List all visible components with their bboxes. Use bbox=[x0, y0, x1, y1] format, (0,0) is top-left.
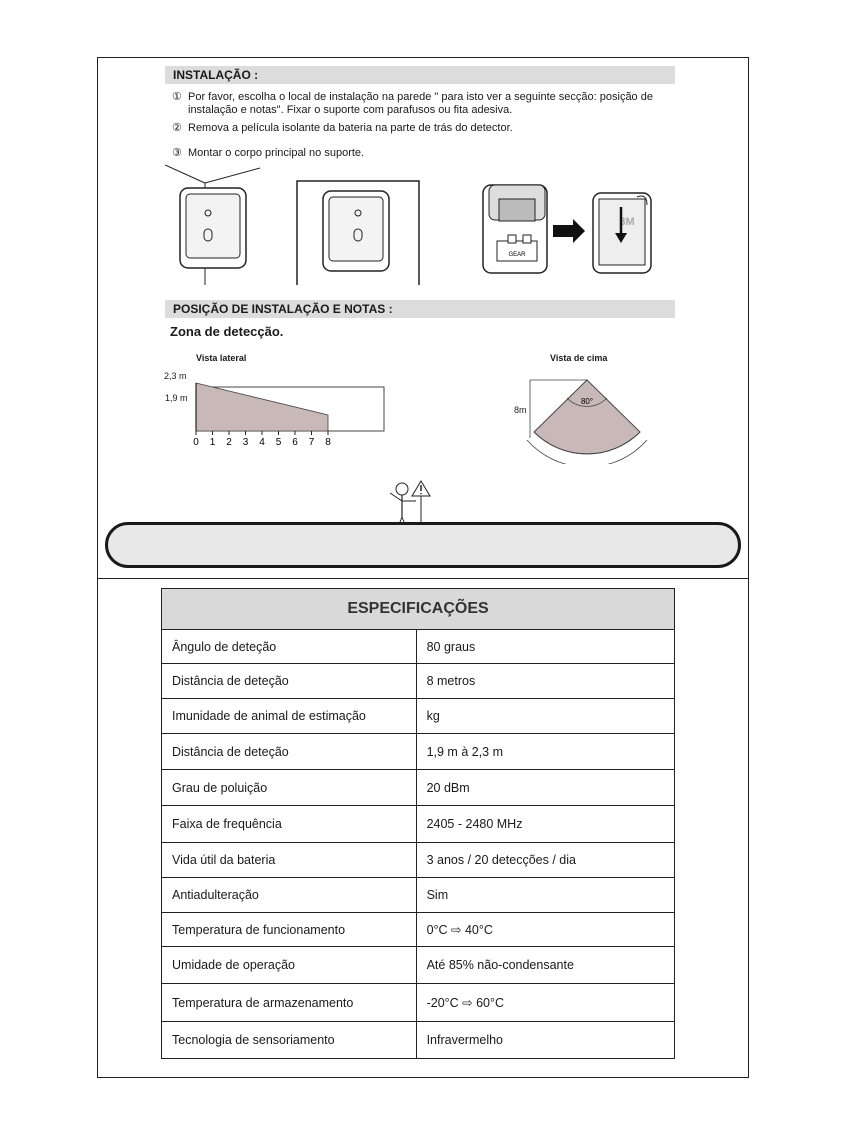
warning-note-box bbox=[105, 522, 741, 568]
spec-label: Umidade de operação bbox=[162, 947, 417, 984]
axis-tick-label: 0 bbox=[193, 437, 199, 448]
spec-label: Temperatura de armazenamento bbox=[162, 984, 417, 1022]
axis-tick-label: 8 bbox=[325, 437, 331, 448]
spec-row bbox=[162, 947, 675, 984]
spec-row bbox=[162, 699, 675, 734]
installation-heading: INSTALAÇÃO : bbox=[165, 66, 675, 84]
spec-label: Temperatura de funcionamento bbox=[162, 913, 417, 947]
spec-value: Infravermelho bbox=[416, 1022, 674, 1059]
spec-row bbox=[162, 843, 675, 878]
step-number: ③ bbox=[172, 147, 182, 159]
step-number: ① bbox=[172, 91, 182, 103]
arrow-right-icon bbox=[553, 219, 585, 243]
range-label: 8m bbox=[514, 405, 527, 415]
spec-row bbox=[162, 913, 675, 947]
installation-illustrations bbox=[165, 163, 675, 288]
wall-mount-illustration bbox=[297, 181, 419, 285]
axis-tick-label: 2 bbox=[226, 437, 232, 448]
device-tape-illustration bbox=[593, 193, 651, 273]
axis-tick-label: 4 bbox=[259, 437, 265, 448]
section-divider bbox=[97, 578, 749, 579]
side-view-diagram bbox=[188, 375, 388, 450]
spec-row bbox=[162, 1022, 675, 1059]
axis-tick-label: 7 bbox=[308, 437, 315, 448]
spec-label: Distância de deteção bbox=[162, 734, 417, 770]
spec-value: Sim bbox=[416, 878, 674, 913]
spec-label: Distância de deteção bbox=[162, 664, 417, 699]
spec-value: 1,9 m à 2,3 m bbox=[416, 734, 674, 770]
installation-step-2 bbox=[172, 122, 662, 135]
tape-label: 3M bbox=[619, 216, 635, 228]
spec-row bbox=[162, 984, 675, 1022]
spec-label: Imunidade de animal de estimação bbox=[162, 699, 417, 734]
spec-row bbox=[162, 806, 675, 843]
step-text: Montar o corpo principal no suporte. bbox=[188, 147, 365, 159]
specifications-title: ESPECIFICAÇÕES bbox=[162, 589, 675, 630]
spec-value: 20 dBm bbox=[416, 770, 674, 806]
spec-label: Antiadulteração bbox=[162, 878, 417, 913]
height-min-label: 1,9 m bbox=[165, 393, 188, 403]
spec-value: 8 metros bbox=[416, 664, 674, 699]
top-view-diagram bbox=[525, 374, 655, 464]
axis-tick-label: 3 bbox=[242, 437, 249, 448]
zone-title: Zona de detecção. bbox=[170, 324, 284, 339]
corner-mount-illustration bbox=[165, 165, 260, 285]
step-text: Por favor, escolha o local de instalação na parede " para isto ver a seguinte secção: posição de bbox=[188, 91, 653, 103]
warning-icon bbox=[412, 481, 430, 523]
installation-step-1 bbox=[172, 91, 662, 117]
spec-label: Vida útil da bateria bbox=[162, 843, 417, 878]
spec-label: Tecnologia de sensoriamento bbox=[162, 1022, 417, 1059]
angle-label: 80° bbox=[580, 397, 594, 406]
spec-value: 80 graus bbox=[416, 630, 674, 664]
step-text: Remova a película isolante da bateria na parte de trás do detector. bbox=[188, 122, 513, 134]
axis-tick-label: 5 bbox=[275, 437, 282, 448]
side-view-label: Vista lateral bbox=[196, 353, 247, 363]
spec-value: 0°C ⇨ 40°C bbox=[416, 913, 674, 947]
spec-value: 3 anos / 20 detecções / dia bbox=[416, 843, 674, 878]
position-heading: POSIÇÃO DE INSTALAÇÃO E NOTAS : bbox=[165, 300, 675, 318]
spec-row bbox=[162, 630, 675, 664]
spec-row bbox=[162, 734, 675, 770]
axis-tick-label: 6 bbox=[292, 437, 298, 448]
spec-value: kg bbox=[416, 699, 674, 734]
axis-tick-label: 1 bbox=[209, 437, 216, 448]
device-brand-text: GEAR bbox=[508, 252, 526, 258]
spec-row bbox=[162, 664, 675, 699]
spec-label: Faixa de frequência bbox=[162, 806, 417, 843]
spec-value: Até 85% não-condensante bbox=[416, 947, 674, 984]
device-battery-illustration bbox=[483, 185, 547, 273]
spec-value: 2405 - 2480 MHz bbox=[416, 806, 674, 843]
spec-row bbox=[162, 770, 675, 806]
height-max-label: 2,3 m bbox=[164, 371, 187, 381]
step-number: ② bbox=[172, 122, 182, 134]
installation-step-3 bbox=[172, 147, 662, 160]
specifications-table bbox=[161, 588, 675, 1059]
step-text-cont: instalação e notas". Fixar o suporte com parafusos ou fita adesiva. bbox=[188, 104, 513, 116]
top-view-label: Vista de cima bbox=[550, 353, 608, 363]
spec-row bbox=[162, 878, 675, 913]
spec-label: Ângulo de deteção bbox=[162, 630, 417, 664]
spec-value: -20°C ⇨ 60°C bbox=[416, 984, 674, 1022]
spec-label: Grau de poluição bbox=[162, 770, 417, 806]
